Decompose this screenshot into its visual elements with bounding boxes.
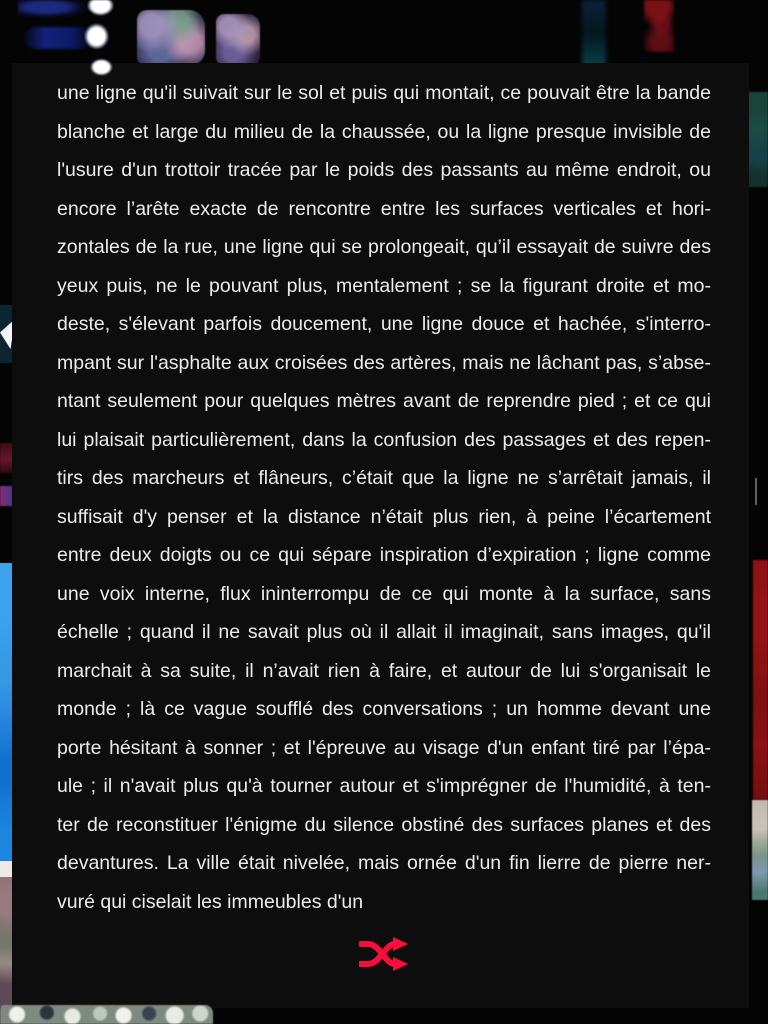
bg-fragment-right-mottle-patch: [752, 800, 768, 900]
text-line: une voix interne, flux ininterrompu de ce qui monte à la surface, sans: [57, 582, 711, 605]
bg-fragment-purple-patch-left: [137, 10, 205, 65]
bg-fragment-right-red-patch: [753, 560, 768, 800]
text-line: une ligne qu'il suivait sur le sol et puis qui montait, ce pouvait être la bande: [57, 82, 711, 104]
text-line: lui plaisait particulièrement, dans la confusion des passages et des repen-: [57, 428, 711, 451]
text-line: l'usure d'un trottoir tracée par le poids des passants au même endroit, ou: [57, 159, 711, 181]
text-line: monde ; là ce vague soufflé des conversations ; un homme devant une: [57, 698, 711, 720]
bg-fragment-bottom-pebble-strip: [0, 1005, 213, 1024]
text-line: devantures. La ville était nivelée, mais ornée d'un fin lierre de pierre ner-: [57, 852, 711, 874]
bg-fragment-white-streak: [84, 0, 114, 79]
text-line: ntant seulement pour quelques mètres avant de reprendre pied ; et ce qui: [57, 390, 711, 412]
text-line: blanche et large du milieu de la chaussée, ou la ligne presque invisible de: [57, 120, 711, 143]
text-line: vuré qui ciselait les immeubles d'un: [57, 890, 364, 913]
text-line: suffisait d'y penser et la distance n’était plus rien, à peine l’écartement: [57, 505, 711, 528]
bg-fragment-teal-streak: [582, 0, 606, 68]
text-line: ule ; il n'avait plus qu'à tourner autour et s'imprégner de l'humidité, à ten-: [57, 775, 711, 797]
text-line: marchait à sa suite, il n’avait rien à faire, et autour de lui s'organisait le: [57, 659, 711, 682]
bg-fragment-right-grey-line: [755, 478, 757, 505]
text-line: échelle ; quand il ne savait plus où il allait il imaginait, sans images, qu'il: [57, 621, 711, 643]
text-line: mpant sur l'asphalte aux croisées des artères, mais ne lâchant pas, s’abse-: [57, 351, 711, 374]
reader-page: [12, 63, 749, 1008]
text-line: zontales de la rue, une ligne qui se prolongeait, qu’il essayait de suivre des: [57, 236, 711, 258]
bg-fragment-red-dots: [644, 0, 674, 52]
shuffle-button[interactable]: [357, 935, 411, 973]
text-line: tirs des marcheurs et flâneurs, c’était que la ligne ne s’arrêtait jamais, il: [57, 467, 711, 489]
bg-fragment-purple-patch-right: [216, 14, 260, 66]
text-line: encore l’arête exacte de rencontre entre les surfaces verticales et hori-: [57, 197, 711, 220]
bg-fragment-right-green-patch: [748, 92, 768, 187]
shuffle-icon: [357, 935, 411, 973]
bg-fragment-navy-blob: [18, 0, 88, 18]
text-line: porte hésitant à sonner ; et l'épreuve au visage d'un enfant tiré par l’épa-: [57, 736, 711, 759]
text-line: deste, s'élevant parfois doucement, une ligne douce et hachée, s'interro-: [57, 313, 711, 335]
text-line: yeux puis, ne le pouvant plus, mentalement ; se la figurant droite et mo-: [57, 274, 711, 297]
text-line: entre deux doigts ou ce qui sépare inspiration d’expiration ; ligne comme: [57, 544, 711, 566]
bg-fragment-navy-smear: [24, 27, 92, 49]
text-line: ter de reconstituer l'énigme du silence obstiné des surfaces planes et des: [57, 813, 711, 836]
